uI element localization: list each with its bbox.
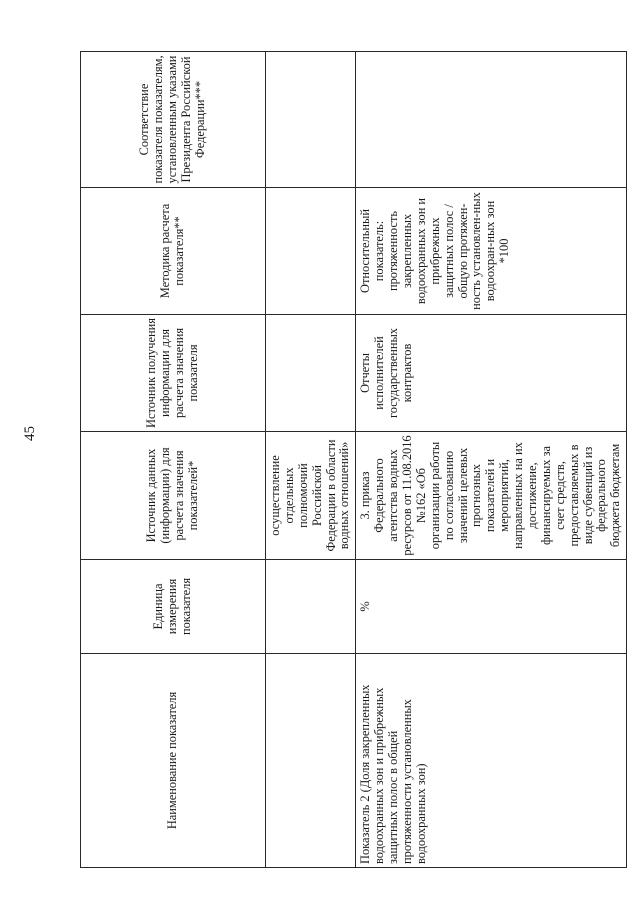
cell-unit: % xyxy=(356,560,627,654)
header-method: Методика расчета показателя** xyxy=(81,188,266,315)
cell-info-source: Отчеты исполнителей государственных контрактов xyxy=(356,315,627,432)
cell-unit xyxy=(266,560,356,654)
rotated-table-container xyxy=(80,52,623,868)
header-indicator-name: Наименование показателя xyxy=(81,654,266,868)
header-row xyxy=(81,52,266,868)
cell-compliance xyxy=(356,52,627,188)
cell-info-source xyxy=(266,315,356,432)
cell-data-source: 3. приказ Федерального агентства водных ресурсов от 11.08.2016 №162 «Об организации работы по согласованию значений целевых прогнозных показателей и мероприятий, направленных на их достижение, финансируемых за счет средств, предоставляемых в виде субвенций из федерального бюджета бюджетам xyxy=(356,432,627,560)
cell-indicator-name xyxy=(266,654,356,868)
table-row xyxy=(266,52,356,868)
table-row xyxy=(356,52,627,868)
cell-compliance xyxy=(266,52,356,188)
cell-method: Относительный показатель: протяженность закрепленных водоохранных зон и прибрежных защитных полос / общую протяжен-ность установлен-ных водоохран-ных зон *100 xyxy=(356,188,627,315)
cell-method xyxy=(266,188,356,315)
header-unit: Единица измерения показателя xyxy=(81,560,266,654)
indicator-table xyxy=(80,51,627,868)
header-compliance: Соответствие показателя показателям, установленным указами Президента Российской Федерации*** xyxy=(81,52,266,188)
cell-data-source: осуществление отдельных полномочий Российской Федерации в области водных отношений» xyxy=(266,432,356,560)
cell-indicator-name: Показатель 2 (Доля закрепленных водоохранных зон и прибрежных защитных полос в общей протяженности установленных водоохранных зон) xyxy=(356,654,627,868)
page-number: 45 xyxy=(22,426,38,441)
header-info-source: Источник получения информации для расчета значения показателя xyxy=(81,315,266,432)
header-data-source: Источник данных (информации) для расчета значения показателей* xyxy=(81,432,266,560)
